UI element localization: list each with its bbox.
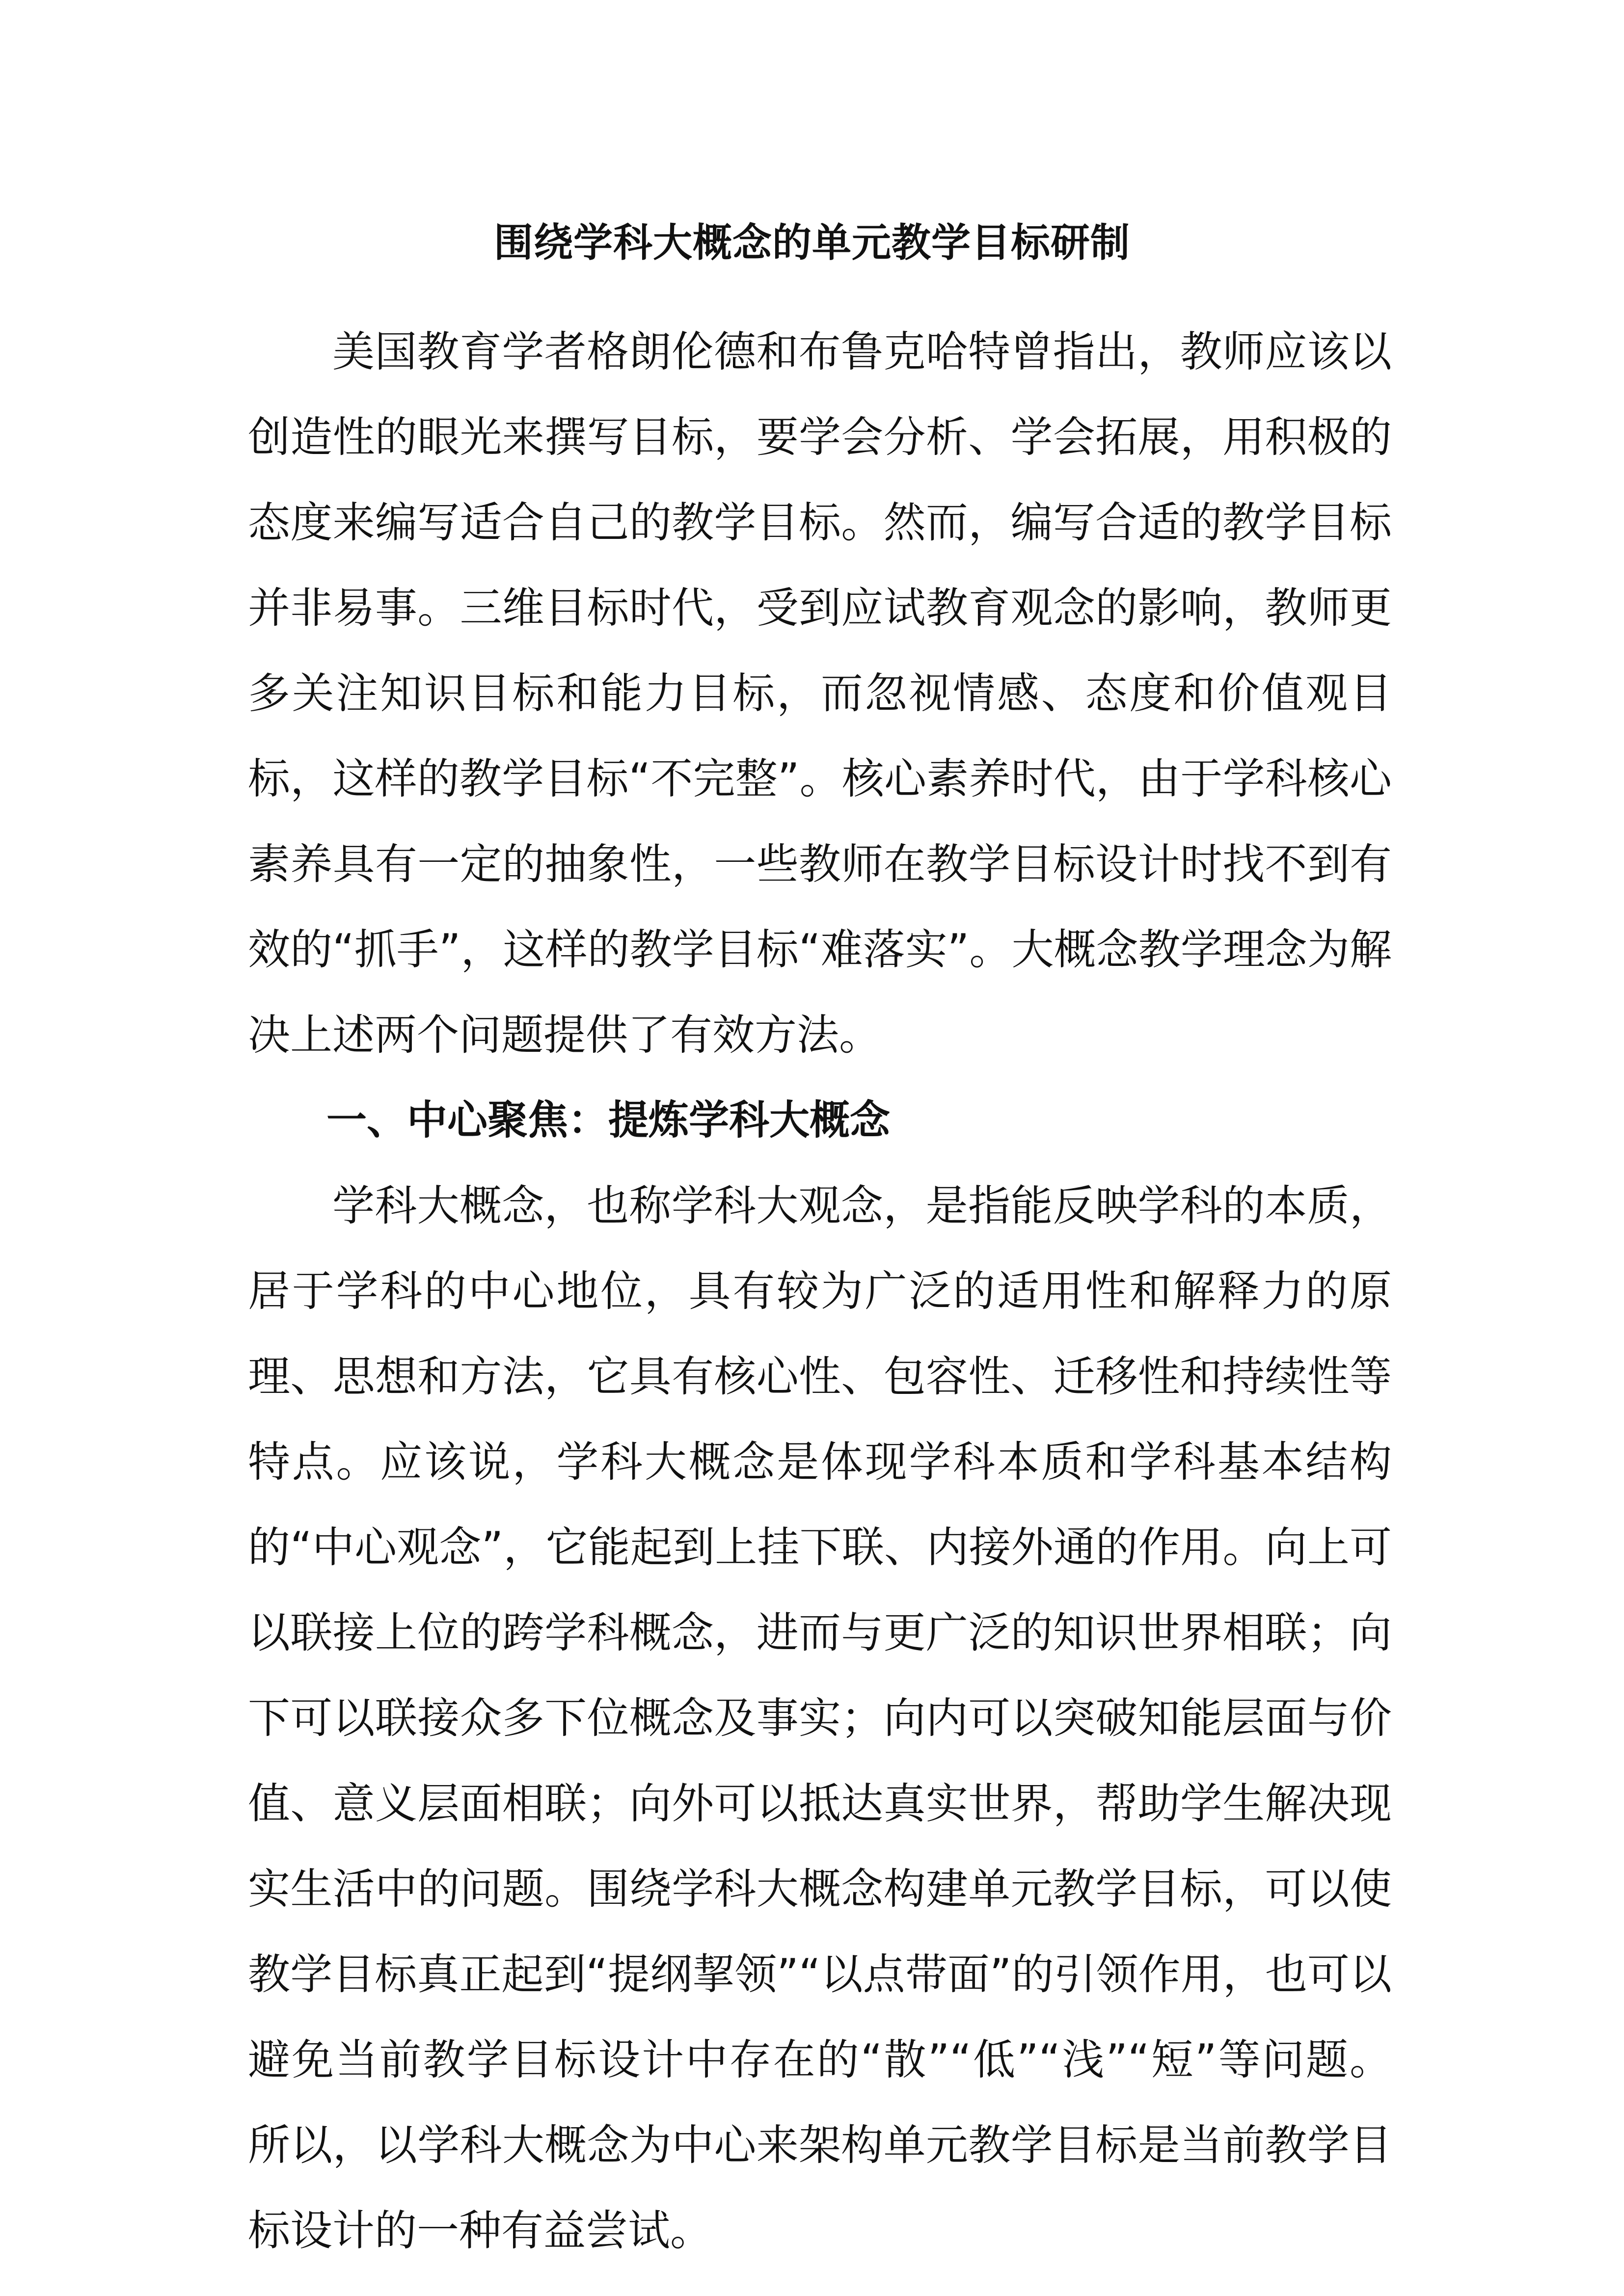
intro-paragraph: 美国教育学者格朗伦德和布鲁克哈特曾指出，教师应该以创造性的眼光来撰写目标，要学会分析、学会拓展，用积极的态度来编写适合自己的教学目标。然而，编写合适的教学目标并非易事。三维目标时代，受到应试教育观念的影响，教师更多关注知识目标和能力目标，而忽视情感、态度和价值观目标，这样的教学目标“不完整”。核心素养时代，由于学科核心素养具有一定的抽象性，一些教师在教学目标设计时找不到有效的“抓手”，这样的教学目标“难落实”。大概念教学理念为解决上述两个问题提供了有效方法。 [248,327,1392,1060]
document-title: 围绕学科大概念的单元教学目标研制 [494,220,1130,266]
section-paragraph: 学科大概念，也称学科大观念，是指能反映学科的本质，居于学科的中心地位，具有较为广泛的适用性和解释力的原理、思想和方法，它具有核心性、包容性、迁移性和持续性等特点。应该说，学科大概念是体现学科本质和学科基本结构的“中心观念”，它能起到上挂下联、内接外通的作用。向上可以联接上位的跨学科概念，进而与更广泛的知识世界相联；向下可以联接众多下位概念及事实；向内可以突破知能层面与价值、意义层面相联；向外可以抵达真实世界，帮助学生解决现实生活中的问题。围绕学科大概念构建单元教学目标，可以使教学目标真正起到“提纲挈领”“以点带面”的引领作用，也可以避免当前教学目标设计中存在的“散”“低”“浅”“短”等问题。所以，以学科大概念为中心来架构单元教学目标是当前教学目标设计的一种有益尝试。 [248,1181,1392,2255]
section-heading: 一、中心聚焦：提炼学科大概念 [326,1097,891,1144]
document-body [248,309,1392,2273]
